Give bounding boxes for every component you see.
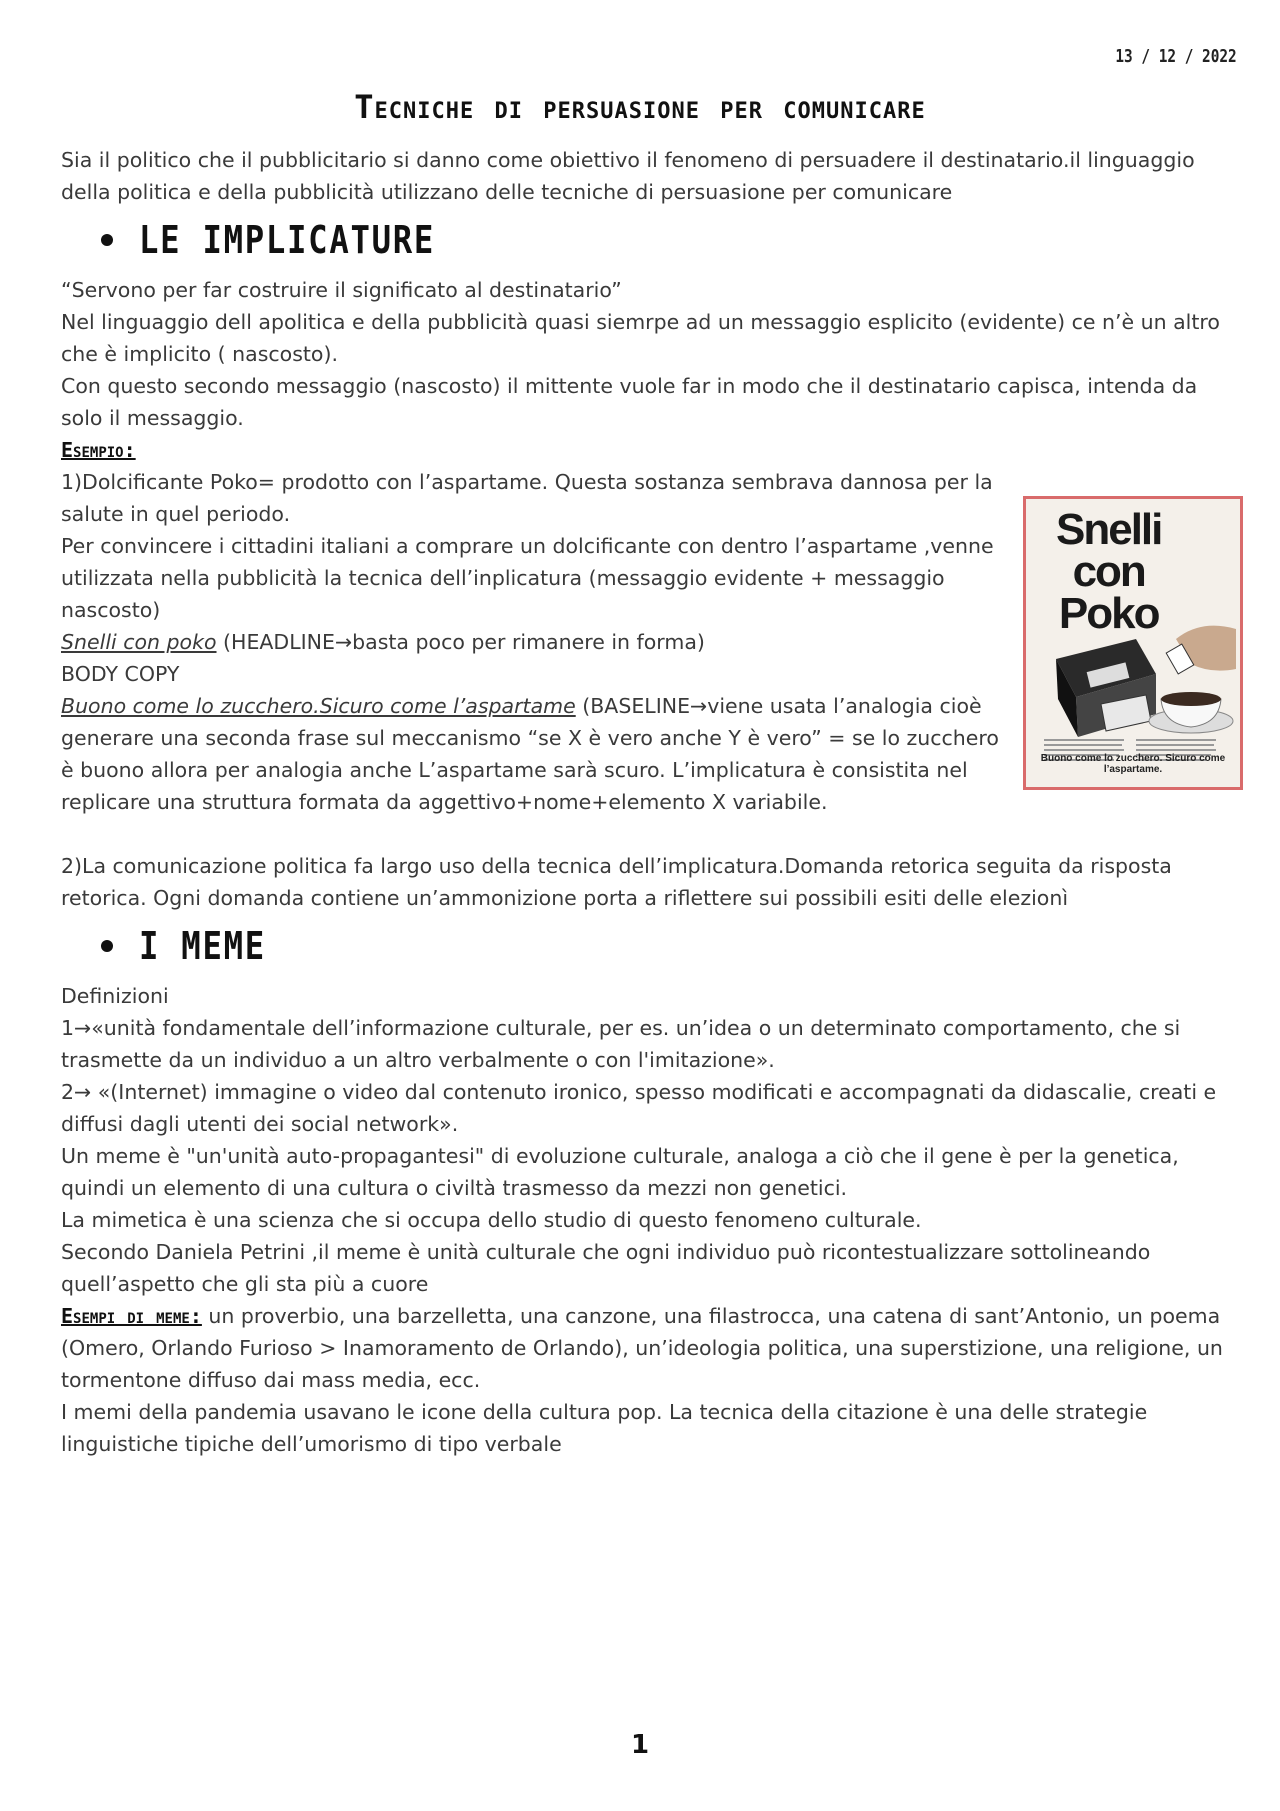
paragraph: Secondo Daniela Petrini ,il meme è unità culturale che ogni individuo può ricontestualizzare sottolineando quell’aspetto che gli sta più a cuore — [61, 1240, 1151, 1296]
example-block — [61, 466, 1006, 818]
paragraph: 2)La comunicazione politica fa largo uso della tecnica dell’implicatura.Domanda retorica seguita da risposta retorica. Ogni domanda contiene un’ammonizione porta a riflettere sui possibili esiti delle elezionì — [61, 854, 1172, 910]
coffee-cup-icon — [1149, 692, 1233, 733]
ad-headline-line: Poko — [1058, 589, 1159, 638]
definition: 1→«unità fondamentale dell’informazione culturale, per es. un’idea o un determinato comportamento, che si trasmette da un individuo a un altro verbalmente o con l'imitazione». — [61, 1016, 1181, 1072]
paragraph: Nel linguaggio dell apolitica e della pubblicità quasi siemrpe ad un messaggio esplicito (evidente) ce n’è un altro che è implicito ( nascosto). — [61, 310, 1220, 366]
date: 13 / 12 / 2022 — [1115, 46, 1237, 67]
bullet-icon — [101, 940, 113, 952]
paragraph: Con questo secondo messaggio (nascosto) il mittente vuole far in modo che il destinatario capisca, intenda da solo il messaggio. — [61, 374, 1198, 430]
document-body — [61, 144, 1231, 1460]
bullet-icon — [101, 234, 113, 246]
headline-line — [61, 626, 1006, 658]
paragraph: Per convincere i cittadini italiani a comprare un dolcificante con dentro l’aspartame ,venne utilizzata nella pubblicità la tecnica dell’inplicatura (messaggio evidente + messaggio nascosto) — [61, 534, 994, 622]
examples-text: un proverbio, una barzelletta, una canzone, una filastrocca, una catena di sant’Antonio, un poema (Omero, Orlando Furioso > Inamoramento de Orlando), un’ideologia politica, una superstizione, una religione, un tormentone diffuso dai mass media, ecc. — [61, 1304, 1223, 1392]
ad-illustration — [1026, 499, 1240, 787]
baseline-line — [61, 690, 1006, 818]
paragraph: I memi della pandemia usavano le icone della cultura pop. La tecnica della citazione è una delle strategie linguistiche tipiche dell’umorismo di tipo verbale — [61, 1400, 1148, 1456]
example-label: Esempio: — [61, 438, 136, 462]
definitions-label: Definizioni — [61, 984, 169, 1008]
baseline-note: (BASELINE→viene usata l’analogia cioè generare una seconda frase sul meccanismo “se X è vero anche Y è vero” = se lo zucchero è buono allora per analogia anche L’aspartame sarà scuro. L’implicatura è consistita nel replicare una struttura formata da aggettivo+nome+elemento X variabile. — [61, 694, 999, 814]
headline-note: (HEADLINE→basta poco per rimanere in forma) — [216, 630, 705, 654]
quote: “Servono per far costruire il significato al destinatario” — [61, 278, 622, 302]
section-title: I MEME — [139, 924, 266, 968]
poko-advertisement-image — [1023, 496, 1243, 790]
hand-icon — [1166, 626, 1236, 674]
page-number: 1 — [630, 1730, 650, 1760]
body-copy-label: BODY COPY — [61, 662, 180, 686]
section-title: LE IMPLICATURE — [139, 218, 436, 262]
paragraph: Un meme è "un'unità auto-propagantesi" di evoluzione culturale, analoga a ciò che il gene è per la genetica, quindi un elemento di una cultura o civiltà trasmesso da mezzi non genetici. — [61, 1144, 1179, 1200]
page-title: Tecniche di persuasione per comunicare — [354, 88, 926, 126]
intro-paragraph: Sia il politico che il pubblicitario si danno come obiettivo il fenomeno di persuadere il destinatario.il linguaggio della politica e della pubblicità utilizzano delle tecniche di persuasione per comunicare — [61, 148, 1195, 204]
spacer — [61, 818, 1231, 850]
ad-headline-line: con — [1072, 547, 1145, 596]
paragraph: 1)Dolcificante Poko= prodotto con l’aspartame. Questa sostanza sembrava dannosa per la salute in quel periodo. — [61, 470, 993, 526]
section-heading-meme — [101, 924, 1231, 968]
baseline-text: Buono come lo zucchero.Sicuro come l’aspartame — [61, 694, 576, 718]
headline-text: Snelli con poko — [61, 630, 217, 654]
definition: 2→ «(Internet) immagine o video dal contenuto ironico, spesso modificati e accompagnati da didascalie, creati e diffusi dagli utenti dei social network». — [61, 1080, 1217, 1136]
ad-baseline: Buono come lo zucchero. Sicuro come l’aspartame. — [1040, 753, 1226, 775]
examples-paragraph — [61, 1300, 1231, 1396]
section-heading-implicature — [101, 218, 1231, 262]
ad-headline-line: Snelli — [1056, 505, 1162, 554]
examples-label: Esempi di meme: — [61, 1304, 202, 1328]
paragraph: La mimetica è una scienza che si occupa dello studio di questo fenomeno culturale. — [61, 1208, 922, 1232]
